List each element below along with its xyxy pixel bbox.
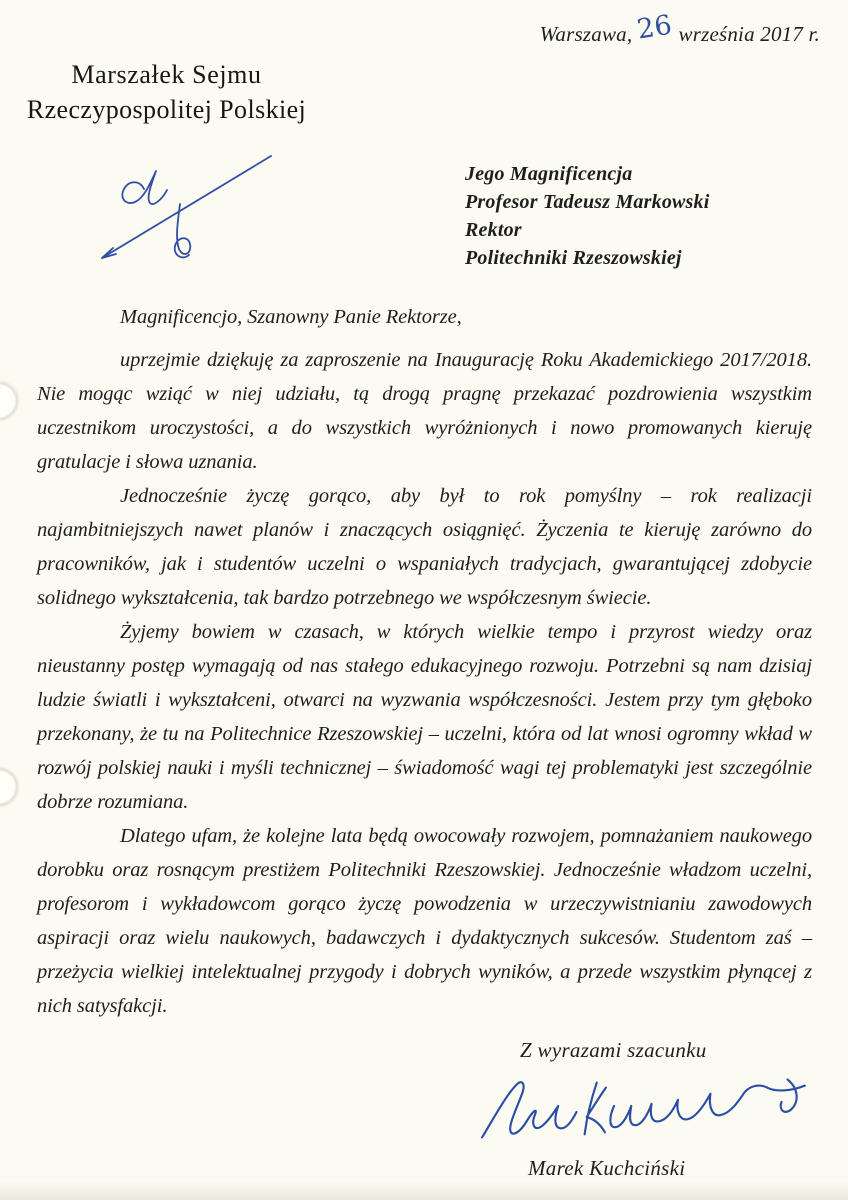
hole-punch-top xyxy=(0,380,20,422)
paragraph-4: Dlatego ufam, że kolejne lata będą owocowały rozwojem, pomnażaniem naukowego dorobku oraz rosnącym prestiżem Politechniki Rzeszowskiej. Jednocześnie władzom uczelni, profesorom i wykładowcom gorąco życzę powodzenia w urzeczywistnianiu zawodowych aspiracji oraz wielu naukowych, badawczych i dydaktycznych sukcesów. Studentom zaś – przeżycia wielkiej intelektualnej przygody i dobrych wyników, a przede wszystkim płynącej z nich satysfakcji. xyxy=(37,825,812,1017)
addressee-line-name: Profesor Tadeusz Markowski xyxy=(465,191,710,213)
addressee-line-honorific: Jego Magnificencja xyxy=(465,163,633,185)
letter-body xyxy=(37,300,812,1023)
paragraph-3: Żyjemy bowiem w czasach, w których wielkie tempo i przyrost wiedzy oraz nieustanny postęp wymagają od nas stałego edukacyjnego rozwoju. Potrzebni są nam dzisiaj ludzie światli i wykształceni, otwarci na wyzwania współczesności. Jestem przy tym głęboko przekonany, że tu na Politechnice Rzeszowskiej – uczelni, która od lat wnosi ogromny wkład w rozwój polskiej nauki i myśli technicznej – świadomość wagi tej problematyki jest szczególnie dobrze rozumiana. xyxy=(37,621,812,813)
date-city: Warszawa, xyxy=(539,22,633,46)
signature-first-name xyxy=(482,1082,576,1137)
signer-name: Marek Kuchciński xyxy=(528,1156,686,1180)
closing-phrase: Z wyrazami szacunku xyxy=(520,1038,707,1062)
signature-last-name xyxy=(585,1080,805,1135)
date-line xyxy=(539,9,820,47)
paragraph-1: uprzejmie dziękuję za zaproszenie na Inaugurację Roku Akademickiego 2017/2018. Nie mogąc wziąć w niej udziału, tą drogą pragnę przekazać pozdrowienia wszystkim uczestnikom uroczystości, a do wszystkich wyróżnionych i nowo promowanych kieruję gratulacje i słowa uznania. xyxy=(37,349,812,473)
handwritten-day-number: 26 xyxy=(635,9,675,46)
letterhead xyxy=(24,58,309,128)
hole-punch-bottom xyxy=(0,766,20,808)
addressee-line-title: Rektor xyxy=(465,219,522,241)
handwritten-signature xyxy=(476,1072,816,1150)
paraph-letters xyxy=(122,171,167,204)
paraph-diagonal-line xyxy=(102,156,271,258)
letterhead-line2: Rzeczypospolitej Polskiej xyxy=(26,95,307,124)
letterhead-line1: Marszałek Sejmu xyxy=(71,60,262,89)
salutation: Magnificencjo, Szanowny Panie Rektorze, xyxy=(120,306,462,328)
addressee-block xyxy=(465,160,710,272)
handwritten-paraph xyxy=(88,146,278,268)
paragraph-2: Jednocześnie życzę gorąco, aby był to rok pomyślny – rok realizacji najambitniejszych nawet planów i znaczących osiągnięć. Życzenia te kieruję zarówno do pracowników, jak i studentów uczelni o wspaniałych tradycjach, gwarantującej zdobycie solidnego wykształcenia, tak bardzo potrzebnego we współczesnym świecie. xyxy=(37,485,812,609)
date-rest: września 2017 r. xyxy=(678,22,820,46)
addressee-line-institution: Politechniki Rzeszowskiej xyxy=(465,247,682,269)
